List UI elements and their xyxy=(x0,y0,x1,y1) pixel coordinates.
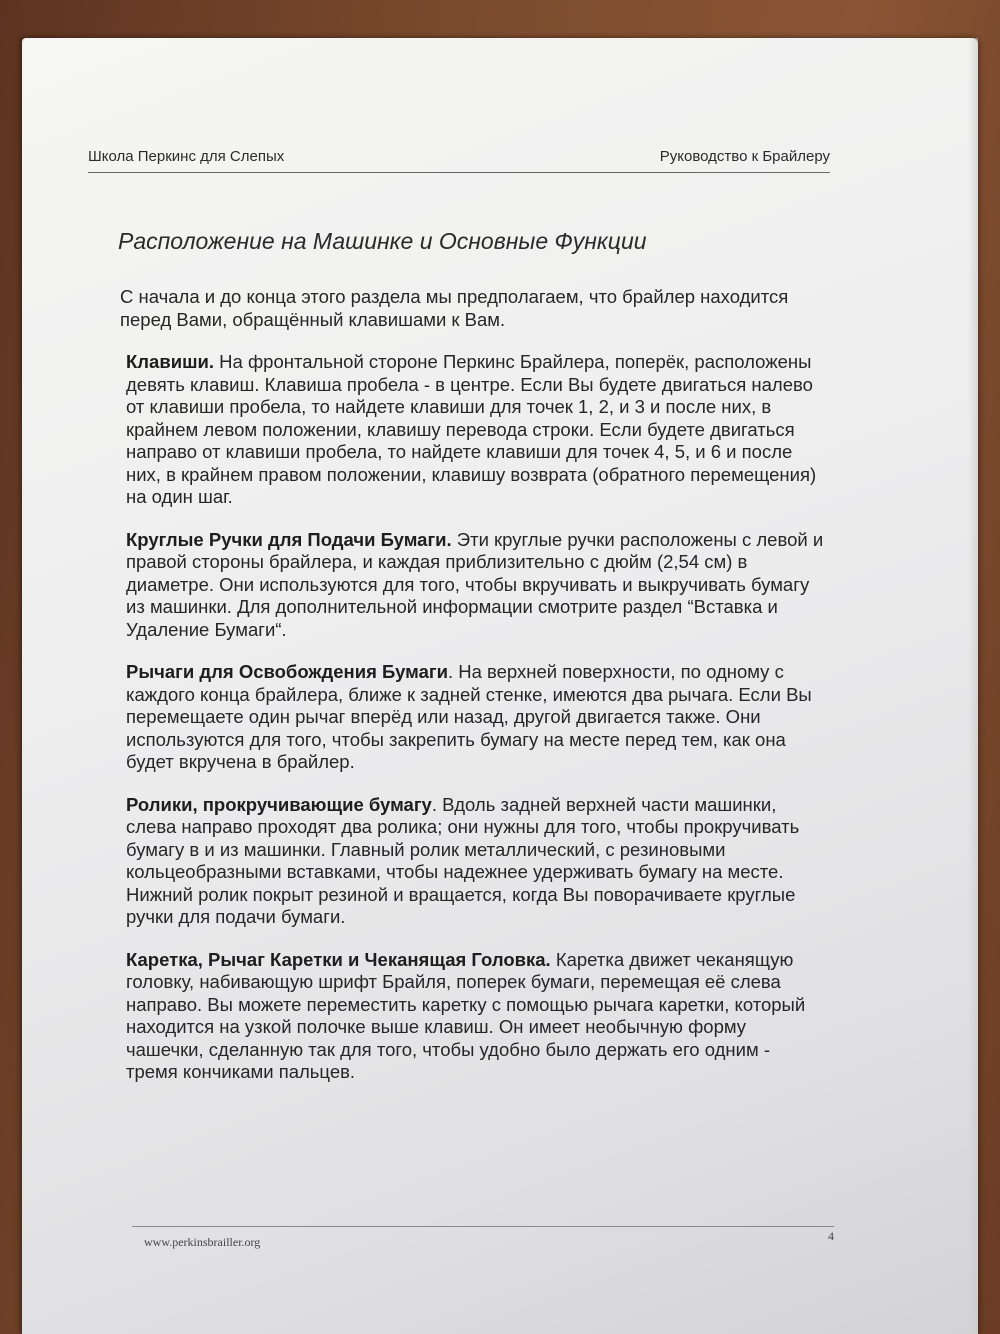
header-right: Руководство к Брайлеру xyxy=(659,148,830,165)
page-edge xyxy=(968,38,978,1334)
paragraph-paper-release-levers xyxy=(126,661,826,774)
page-footer xyxy=(132,1226,834,1251)
section-title: Расположение на Машинке и Основные Функции xyxy=(118,228,647,254)
header-left: Школа Перкинс для Слепых xyxy=(88,148,285,165)
paragraph-heading: Ролики, прокручивающие бумагу xyxy=(126,793,432,815)
paragraph-text: . Вдоль задней верхней части машинки, слева направо проходят два ролика; они нужны для того, чтобы прокручивать бумагу в и из машинки. Главный ролик металлический, с резиновыми кольцеобразными вставками, чтобы надежнее удерживать бумагу на месте. Нижний ролик покрыт резиной и вращается, когда Вы поворачиваете круглые ручки для подачи бумаги. xyxy=(126,793,800,927)
paragraph-text: Каретка движет чеканящую головку, набивающую шрифт Брайля, поперек бумаги, перемещая её слева направо. Вы можете переместить каретку с помощью рычага каретки, который находится на узкой полочке выше клавиш. Он имеет необычную форму чашечки, сделанную так для того, чтобы удобно было держать его одним - тремя кончиками пальцев. xyxy=(126,948,806,1082)
page-number: 4 xyxy=(828,1229,834,1243)
paragraph-heading: Клавиши. xyxy=(126,351,215,372)
paragraph-heading: Круглые Ручки для Подачи Бумаги. xyxy=(126,528,452,550)
paragraph-heading: Рычаги для Освобождения Бумаги xyxy=(126,661,448,682)
paragraph-carriage xyxy=(126,949,826,1084)
document-page xyxy=(22,38,978,1334)
intro-paragraph: С начала и до конца этого раздела мы предполагаем, что брайлер находится перед Вами, обращённый клавишами к Вам. xyxy=(120,286,789,330)
paragraph-heading: Каретка, Рычаг Каретки и Чеканящая Головка. xyxy=(126,948,551,970)
paragraph-paper-rollers xyxy=(126,794,826,929)
body-text xyxy=(120,286,826,1104)
running-header xyxy=(88,146,830,173)
paragraph-paper-knobs xyxy=(126,529,826,642)
paragraph-keys xyxy=(126,351,826,509)
paragraph-text: На фронтальной стороне Перкинс Брайлера, поперёк, расположены девять клавиш. Клавиша пробела - в центре. Если Вы будете двигаться налево от клавиши пробела, то найдете клавиши для точек 1, 2, и 3 и после них, в крайнем левом положении, клавишу перевода строки. Если будете двигаться направо от клавиши пробела, то найдете клавиши для точек 4, 5, и 6 и после них, в крайнем правом положении, клавишу возврата (обратного перемещения) на один шаг. xyxy=(126,351,817,507)
paragraph-text: . На верхней поверхности, по одному с каждого конца брайлера, ближе к задней стенке, имеются два рычага. Если Вы перемещаете один рычаг вперёд или назад, другой двигается также. Они используются для того, чтобы закрепить бумагу на месте перед тем, как она будет вкручена в брайлер. xyxy=(126,661,812,772)
paragraph-text: Эти круглые ручки расположены с левой и правой стороны брайлера, и каждая приблизительно с дюйм (2,54 см) в диаметре. Они используются для того, чтобы вкручивать и выкручивать бумагу из машинки. Для дополнительной информации смотрите раздел “Вставка и Удаление Бумаги“. xyxy=(126,528,824,640)
footer-url: www.perkinsbrailler.org xyxy=(144,1235,261,1249)
